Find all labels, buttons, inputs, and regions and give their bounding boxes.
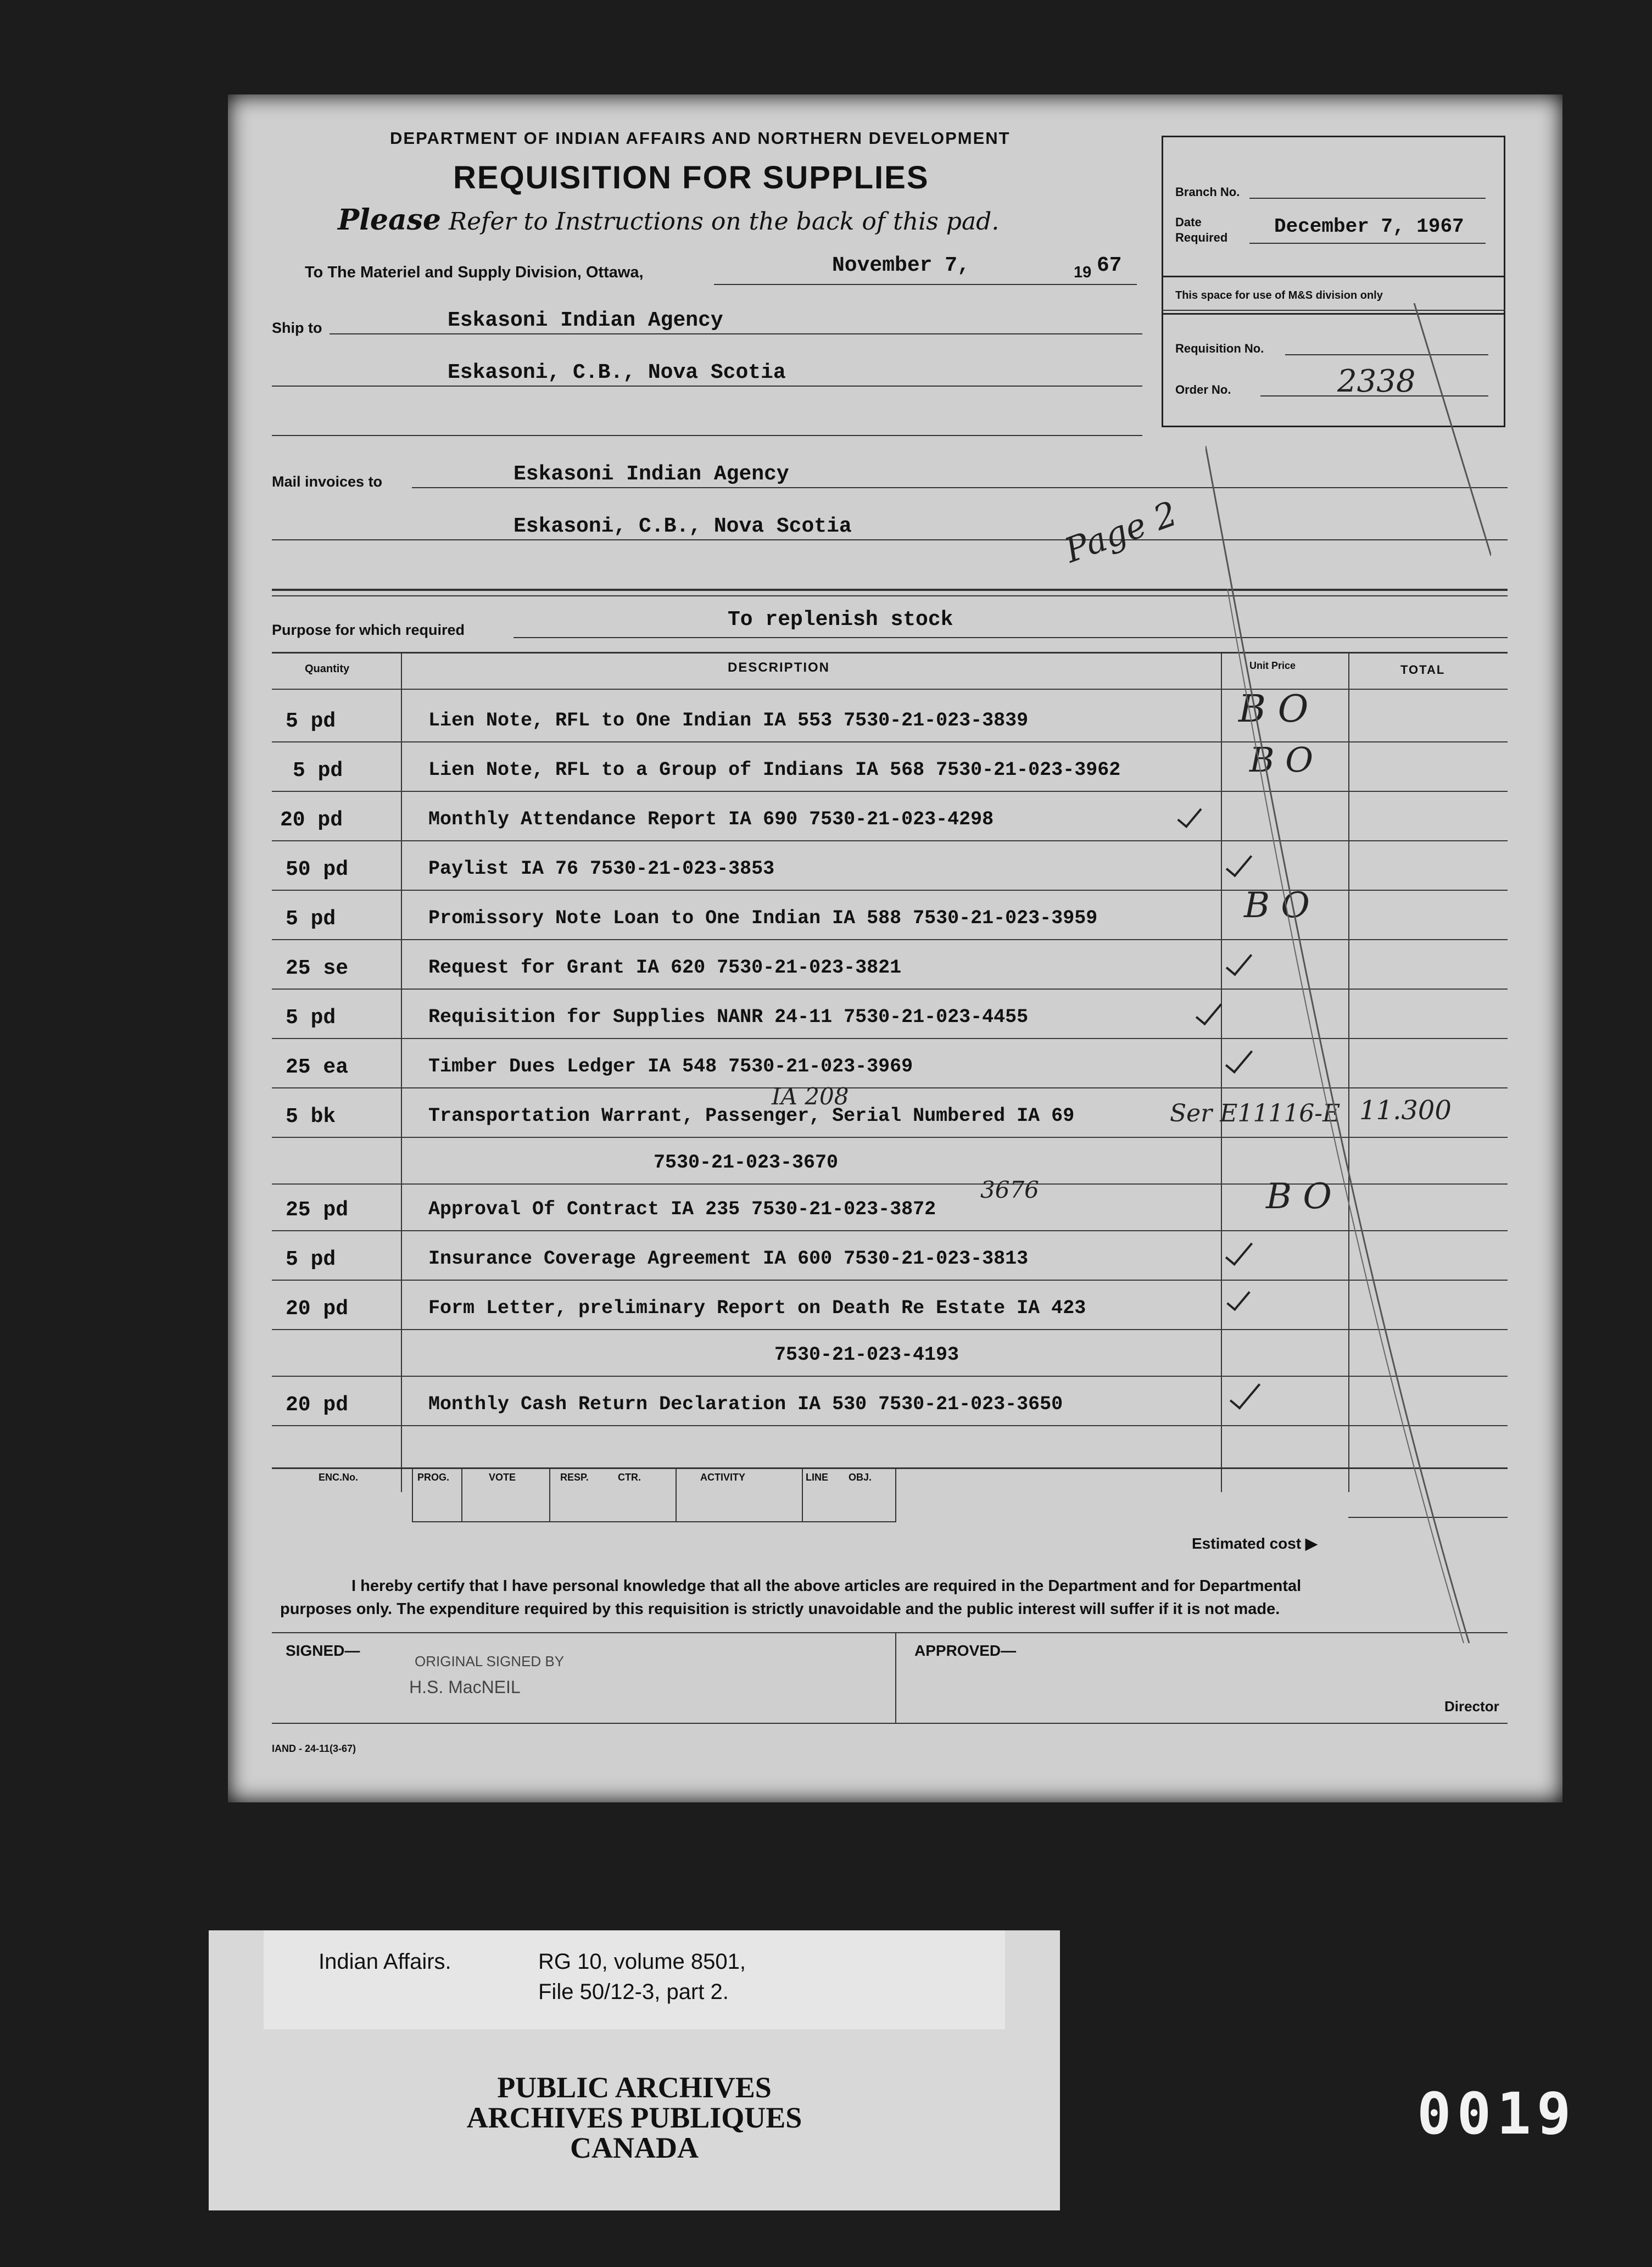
row-10-desc: 7530-21-023-3670 bbox=[654, 1152, 839, 1174]
handwritten-3676: 3676 bbox=[980, 1176, 1039, 1203]
row-4-qty: 50 pd bbox=[286, 858, 349, 881]
year-suffix: 67 bbox=[1097, 254, 1122, 277]
row-11-desc: Approval Of Contract IA 235 7530-21-023-3872 bbox=[428, 1198, 936, 1220]
row-1-mark: B O bbox=[1238, 688, 1309, 731]
row-12-desc: Insurance Coverage Agreement IA 600 7530-21-023-3813 bbox=[428, 1248, 1029, 1270]
date-required-label-2: Required bbox=[1175, 231, 1228, 244]
row-9-mark: Ser E11116-E bbox=[1170, 1099, 1341, 1127]
requisition-no-label: Requisition No. bbox=[1175, 342, 1264, 355]
public-archives: PUBLIC ARCHIVES bbox=[497, 2071, 772, 2104]
requisition-form bbox=[228, 94, 1562, 1802]
row-9-desc: Transportation Warrant, Passenger, Serial Numbered IA 69 bbox=[428, 1105, 1075, 1127]
activity-label: ACTIVITY bbox=[700, 1472, 746, 1483]
order-no-label: Order No. bbox=[1175, 383, 1231, 397]
form-number: IAND - 24-11(3-67) bbox=[272, 1743, 356, 1754]
frame-number: 0019 bbox=[1417, 2080, 1577, 2147]
archives-publiques: ARCHIVES PUBLIQUES bbox=[466, 2101, 802, 2134]
header-unit-price: Unit Price bbox=[1249, 660, 1296, 671]
ship-to-line-1: Eskasoni Indian Agency bbox=[448, 309, 723, 332]
row-3-desc: Monthly Attendance Report IA 690 7530-21-023-4298 bbox=[428, 808, 994, 830]
original-signed-by: ORIGINAL SIGNED BY bbox=[415, 1653, 565, 1669]
row-7-qty: 5 pd bbox=[286, 1006, 336, 1030]
page-note: Page 2 bbox=[1059, 493, 1182, 571]
row-3-check bbox=[1177, 802, 1202, 828]
mail-line-2: Eskasoni, C.B., Nova Scotia bbox=[514, 515, 852, 538]
row-5-qty: 5 pd bbox=[286, 907, 336, 931]
to-line-label: To The Materiel and Supply Division, Ottawa, bbox=[305, 264, 644, 281]
archive-label-card bbox=[209, 1930, 1060, 2210]
mail-line-1: Eskasoni Indian Agency bbox=[514, 462, 789, 486]
row-13-qty: 20 pd bbox=[286, 1297, 349, 1321]
row-9-total: 11.300 bbox=[1359, 1095, 1452, 1126]
date-typed: November 7, bbox=[832, 254, 970, 277]
archive-citation bbox=[264, 1930, 1005, 2029]
row-3-qty: 20 pd bbox=[280, 808, 343, 832]
row-2-desc: Lien Note, RFL to a Group of Indians IA 568 7530-21-023-3962 bbox=[428, 759, 1121, 781]
certification-line-2: purposes only. The expenditure required by this requisition is strictly unavoidable and the public interest will suffer if it is not made. bbox=[280, 1600, 1280, 1618]
signer-name: H.S. MacNEIL bbox=[409, 1677, 521, 1697]
signed-label: SIGNED— bbox=[286, 1642, 360, 1659]
row-5-desc: Promissory Note Loan to One Indian IA 588 7530-21-023-3959 bbox=[428, 907, 1098, 929]
prog-label: PROG. bbox=[417, 1472, 450, 1483]
row-12-qty: 5 pd bbox=[286, 1248, 336, 1271]
year-prefix: 19 bbox=[1074, 264, 1092, 281]
handwritten-ia-208: IA 208 bbox=[772, 1083, 849, 1110]
instructions-text: Refer to Instructions on the back of this pad. bbox=[449, 208, 1000, 236]
purpose-value: To replenish stock bbox=[728, 608, 953, 632]
row-14-desc: 7530-21-023-4193 bbox=[774, 1344, 959, 1366]
purpose-label: Purpose for which required bbox=[272, 622, 465, 638]
row-2-mark: B O bbox=[1249, 740, 1314, 780]
row-13-desc: Form Letter, preliminary Report on Death Re Estate IA 423 bbox=[428, 1297, 1086, 1319]
row-4-desc: Paylist IA 76 7530-21-023-3853 bbox=[428, 858, 775, 880]
date-required-value: December 7, 1967 bbox=[1274, 215, 1464, 238]
estimated-cost-label: Estimated cost ▶ bbox=[1192, 1535, 1318, 1552]
row-15-desc: Monthly Cash Return Declaration IA 530 7530-21-023-3650 bbox=[428, 1393, 1063, 1415]
row-9-qty: 5 bk bbox=[286, 1105, 336, 1129]
row-6-qty: 25 se bbox=[286, 957, 349, 980]
order-no-value: 2338 bbox=[1337, 364, 1416, 399]
row-15-qty: 20 pd bbox=[286, 1393, 349, 1417]
row-11-qty: 25 pd bbox=[286, 1198, 349, 1222]
archive-line-1-right: RG 10, volume 8501, bbox=[538, 1950, 746, 1974]
header-description: DESCRIPTION bbox=[728, 660, 830, 675]
canada: CANADA bbox=[570, 2131, 699, 2164]
row-8-qty: 25 ea bbox=[286, 1056, 349, 1079]
ship-to-label: Ship to bbox=[272, 320, 322, 336]
row-7-desc: Requisition for Supplies NANR 24-11 7530-21-023-4455 bbox=[428, 1006, 1029, 1028]
obj-label: OBJ. bbox=[849, 1472, 872, 1483]
vote-label: VOTE bbox=[489, 1472, 516, 1483]
instructions-line bbox=[338, 203, 999, 237]
row-11-mark: B O bbox=[1266, 1176, 1332, 1217]
row-5-mark: B O bbox=[1244, 885, 1310, 926]
enc-no-label: ENC.No. bbox=[319, 1472, 358, 1483]
mail-invoices-label: Mail invoices to bbox=[272, 473, 383, 490]
line-label: LINE bbox=[806, 1472, 829, 1483]
department-heading: DEPARTMENT OF INDIAN AFFAIRS AND NORTHERN DEVELOPMENT bbox=[390, 129, 1011, 148]
certification-line-1: I hereby certify that I have personal knowledge that all the above articles are required in the Department and for Departmental bbox=[351, 1577, 1302, 1595]
header-total: TOTAL bbox=[1400, 663, 1446, 677]
director-label: Director bbox=[1444, 1698, 1499, 1715]
header-quantity: Quantity bbox=[305, 663, 350, 675]
date-required-label-1: Date bbox=[1175, 215, 1202, 229]
row-2-qty: 5 pd bbox=[293, 759, 343, 783]
row-1-qty: 5 pd bbox=[286, 710, 336, 733]
archive-line-2: File 50/12-3, part 2. bbox=[538, 1980, 729, 2004]
archive-line-1-left: Indian Affairs. bbox=[319, 1950, 451, 1974]
md-division-note: This space for use of M&S division only bbox=[1175, 289, 1383, 301]
form-title: REQUISITION FOR SUPPLIES bbox=[453, 160, 929, 196]
row-8-desc: Timber Dues Ledger IA 548 7530-21-023-3969 bbox=[428, 1056, 913, 1077]
branch-label: Branch No. bbox=[1175, 185, 1240, 199]
resp-label: RESP. bbox=[560, 1472, 589, 1483]
ctr-label: CTR. bbox=[618, 1472, 641, 1483]
row-6-desc: Request for Grant IA 620 7530-21-023-3821 bbox=[428, 957, 902, 979]
approved-label: APPROVED— bbox=[914, 1642, 1017, 1659]
please-word: Please bbox=[338, 203, 441, 237]
ship-to-line-2: Eskasoni, C.B., Nova Scotia bbox=[448, 361, 786, 384]
row-1-desc: Lien Note, RFL to One Indian IA 553 7530-21-023-3839 bbox=[428, 710, 1029, 732]
pencil-scratch-lines bbox=[1205, 303, 1491, 1643]
